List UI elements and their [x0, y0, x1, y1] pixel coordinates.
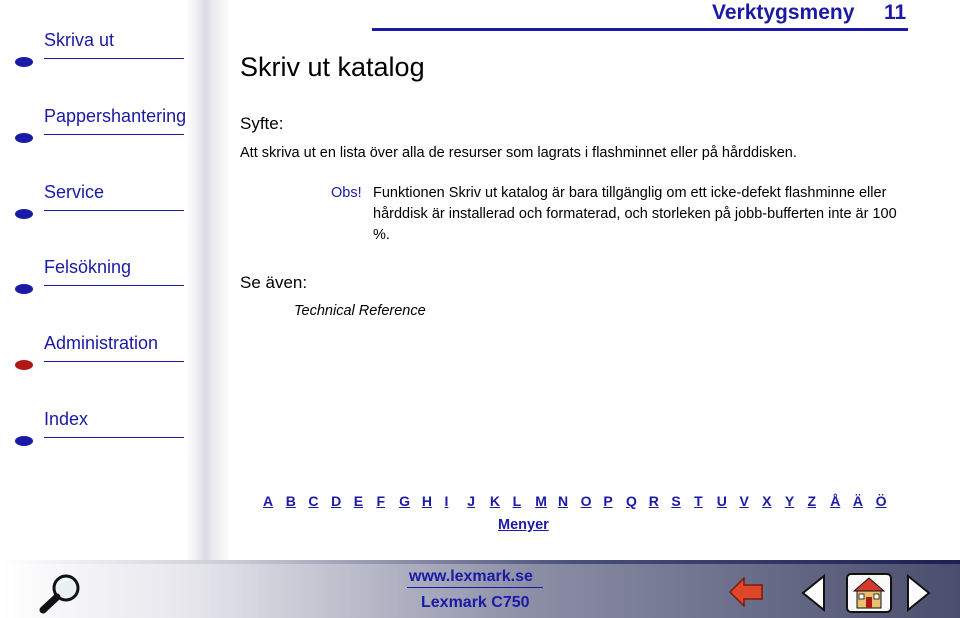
sidebar-item-underline: [44, 437, 184, 438]
header-divider: [372, 28, 908, 31]
alphabet-letter-link[interactable]: L: [512, 493, 522, 509]
sidebar-item-skriva-ut[interactable]: [14, 30, 184, 70]
alphabet-letter-link[interactable]: V: [739, 493, 749, 509]
alphabet-letter-link[interactable]: J: [467, 493, 475, 509]
sidebar-item-label: Administration: [44, 333, 159, 353]
website-link-underline: [407, 587, 543, 588]
alphabet-letter-link[interactable]: I: [444, 493, 449, 509]
sidebar-item-underline: [44, 58, 184, 59]
alphabet-letter-link[interactable]: T: [694, 493, 703, 509]
sidebar-bullet-icon: [14, 421, 34, 447]
alphabet-letter-link[interactable]: Q: [626, 493, 637, 509]
search-icon[interactable]: [38, 572, 86, 614]
previous-page-icon[interactable]: [800, 574, 826, 612]
sidebar-bullet-icon: [14, 194, 34, 220]
sidebar-item-service[interactable]: [14, 182, 184, 222]
alphabet-letter-link[interactable]: A: [263, 493, 274, 509]
menus-link[interactable]: Menyer: [498, 517, 549, 533]
page-number: 11: [884, 1, 907, 24]
alphabet-letter-link[interactable]: S: [671, 493, 681, 509]
sidebar-item-felsokning[interactable]: [14, 257, 184, 297]
sidebar-item-label: Skriva ut: [44, 30, 115, 50]
alphabet-letter-link[interactable]: O: [580, 493, 592, 509]
sidebar-item-underline: [44, 285, 184, 286]
alphabet-letter-link[interactable]: R: [648, 493, 659, 509]
back-arrow-icon[interactable]: [728, 574, 764, 610]
alphabet-index: [263, 493, 898, 509]
purpose-text: Att skriva ut en lista över alla de resurser som lagrats i flashminnet eller på hårddisken.: [240, 145, 797, 161]
alphabet-letter-link[interactable]: Ö: [875, 493, 887, 509]
sidebar-bullet-icon: [14, 345, 34, 371]
alphabet-letter-link[interactable]: D: [331, 493, 342, 509]
alphabet-letter-link[interactable]: G: [399, 493, 411, 509]
note-text: Funktionen Skriv ut katalog är bara tillgänglig om ett icke-defekt flashminne eller hårddisk är installerad och formaterad, och storleken på jobb-bufferten inte är 100 %.: [373, 185, 897, 243]
note-block: [331, 183, 901, 246]
alphabet-letter-link[interactable]: Y: [784, 493, 795, 509]
alphabet-letter-link[interactable]: B: [285, 493, 296, 509]
page-title: Skriv ut katalog: [240, 52, 425, 82]
footer-divider: [0, 560, 960, 564]
sidebar-item-underline: [44, 134, 184, 135]
header-section-title: Verktygsmeny: [712, 1, 855, 24]
alphabet-letter-link[interactable]: C: [308, 493, 319, 509]
alphabet-letter-link[interactable]: F: [376, 493, 385, 509]
purpose-heading: Syfte:: [240, 114, 284, 133]
sidebar-item-underline: [44, 210, 184, 211]
sidebar-item-pappershantering[interactable]: [14, 106, 187, 146]
alphabet-letter-link[interactable]: X: [762, 493, 772, 509]
see-also-heading: Se även:: [240, 273, 308, 292]
sidebar-item-index[interactable]: [14, 409, 184, 449]
sidebar-bullet-icon: [14, 269, 34, 295]
home-icon[interactable]: [846, 573, 892, 613]
website-link[interactable]: www.lexmark.se: [409, 568, 533, 585]
alphabet-letter-link[interactable]: P: [603, 493, 613, 509]
note-label: Obs!: [331, 185, 362, 201]
alphabet-letter-link[interactable]: U: [716, 493, 727, 509]
alphabet-letter-link[interactable]: N: [557, 493, 569, 509]
alphabet-letter-link[interactable]: M: [535, 493, 547, 509]
sidebar-item-label: Pappershantering: [44, 106, 187, 126]
alphabet-letter-link[interactable]: Z: [807, 493, 817, 509]
product-name: Lexmark C750: [421, 594, 530, 611]
sidebar-bullet-icon: [14, 118, 34, 144]
technical-reference-link[interactable]: Technical Reference: [294, 303, 426, 319]
sidebar-item-label: Felsökning: [44, 257, 132, 277]
sidebar-bullet-icon: [14, 42, 34, 68]
sidebar-item-underline: [44, 361, 184, 362]
alphabet-letter-link[interactable]: H: [421, 493, 432, 509]
alphabet-letter-link[interactable]: K: [489, 493, 500, 509]
next-page-icon[interactable]: [906, 574, 932, 612]
sidebar-item-label: Index: [44, 409, 89, 429]
alphabet-letter-link[interactable]: E: [353, 493, 364, 509]
sidebar-item-label: Service: [44, 182, 105, 202]
sidebar-item-administration[interactable]: [14, 333, 184, 373]
alphabet-letter-link[interactable]: Ä: [852, 493, 863, 509]
alphabet-letter-link[interactable]: Å: [830, 493, 841, 509]
